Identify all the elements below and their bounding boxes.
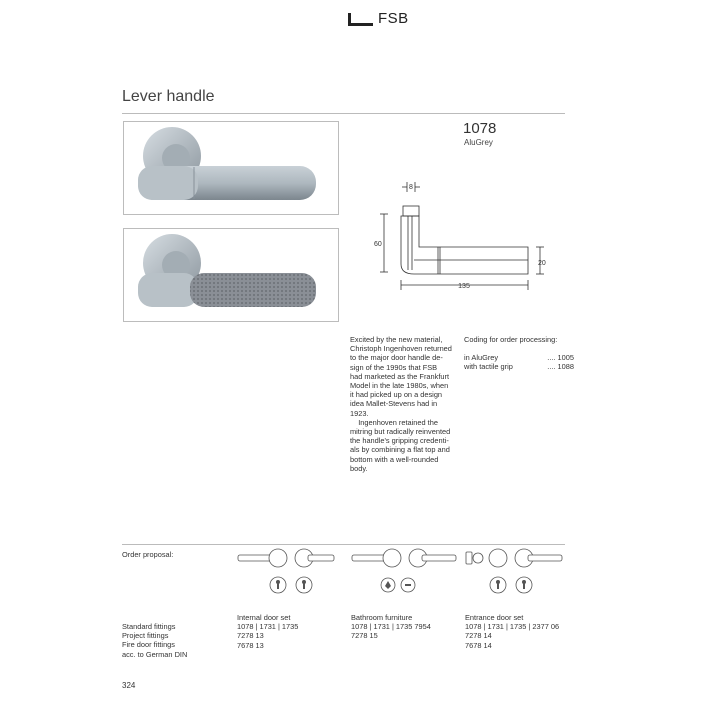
set-title: Bathroom furniture xyxy=(351,613,413,622)
lever-handle-alugrey-icon xyxy=(124,122,338,214)
order-coding xyxy=(464,335,574,372)
set-line: 7278 15 xyxy=(351,631,378,641)
set-title: Entrance door set xyxy=(465,613,524,622)
coding-row-alugrey xyxy=(464,353,574,362)
product-description xyxy=(350,335,460,473)
dim-height: 60 xyxy=(374,241,382,248)
description-line: Model in the late 1980s, when xyxy=(350,381,449,391)
description-line: it had picked up on a design xyxy=(350,390,443,400)
description-line: had marketed as the Frankfurt xyxy=(350,371,450,381)
set-line: 7278 14 xyxy=(465,631,492,641)
order-proposal-label: Order proposal: xyxy=(122,550,174,559)
description-line: mitring but radically reinvented xyxy=(350,427,451,437)
bathroom-furniture-icon xyxy=(350,548,460,598)
description-line: sign of the 1990s that FSB xyxy=(350,362,438,372)
order-row-labels xyxy=(122,622,187,659)
dim-thickness: 20 xyxy=(538,260,546,267)
description-line: Excited by the new material, xyxy=(350,335,443,344)
lever-handle-tactile-grip-icon xyxy=(124,229,338,321)
set-bathroom-furniture xyxy=(351,613,431,641)
set-line: 7678 13 xyxy=(237,640,264,650)
description-line: the handle's gripping credenti- xyxy=(350,436,449,446)
product-photo-tactile-grip xyxy=(123,228,339,322)
set-line: 7678 14 xyxy=(465,640,492,650)
fsb-logo xyxy=(348,10,418,32)
coding-code: 1005 xyxy=(557,353,574,363)
row-label-project: Project fittings xyxy=(122,631,169,641)
description-line: bottom with a well-rounded xyxy=(350,454,439,464)
model-number: 1078 xyxy=(463,120,497,137)
set-internal-door xyxy=(237,613,298,650)
section-title: Lever handle xyxy=(122,88,215,105)
description-line: Christoph Ingenhoven returned xyxy=(350,344,452,354)
brand-name: FSB xyxy=(378,10,409,27)
set-line: 1078 | 1731 | 1735 xyxy=(237,622,299,632)
dim-length: 135 xyxy=(458,283,470,290)
description-line: Ingenhoven retained the xyxy=(350,417,438,427)
row-label-standard: Standard fittings xyxy=(122,622,176,631)
set-title: Internal door set xyxy=(237,613,291,622)
entrance-door-set-icon xyxy=(464,548,564,598)
fsb-handle-logo-icon xyxy=(348,13,373,26)
row-label-din: acc. to German DIN xyxy=(122,649,188,659)
coding-label: with tactile grip xyxy=(464,362,513,372)
title-divider xyxy=(122,113,565,114)
coding-dots: .... xyxy=(547,362,556,372)
coding-row-tactile xyxy=(464,362,574,371)
set-line: 7278 13 xyxy=(237,631,264,641)
row-label-fire-door: Fire door fittings xyxy=(122,640,175,650)
coding-label: in AluGrey xyxy=(464,353,499,363)
set-entrance-door xyxy=(465,613,559,650)
description-line: als by combining a flat top and xyxy=(350,445,450,455)
set-line: 1078 | 1731 | 1735 7954 xyxy=(351,622,431,632)
model-finish: AluGrey xyxy=(464,138,493,147)
dim-width-top: 8 xyxy=(409,184,413,191)
description-line: idea Mallet-Stevens had in xyxy=(350,399,438,409)
description-line: body. xyxy=(350,463,368,473)
coding-code: 1088 xyxy=(557,362,574,372)
technical-drawing xyxy=(370,178,550,293)
product-photo-alugrey xyxy=(123,121,339,215)
description-line: 1923. xyxy=(350,408,369,418)
description-line: to the major door handle de- xyxy=(350,353,443,363)
page-number: 324 xyxy=(122,681,136,690)
set-line: 1078 | 1731 | 1735 | 2377 06 xyxy=(465,622,560,632)
internal-door-set-icon xyxy=(236,548,336,598)
order-divider xyxy=(122,544,565,545)
coding-title: Coding for order processing: xyxy=(464,335,558,344)
coding-dots: .... xyxy=(547,353,556,363)
